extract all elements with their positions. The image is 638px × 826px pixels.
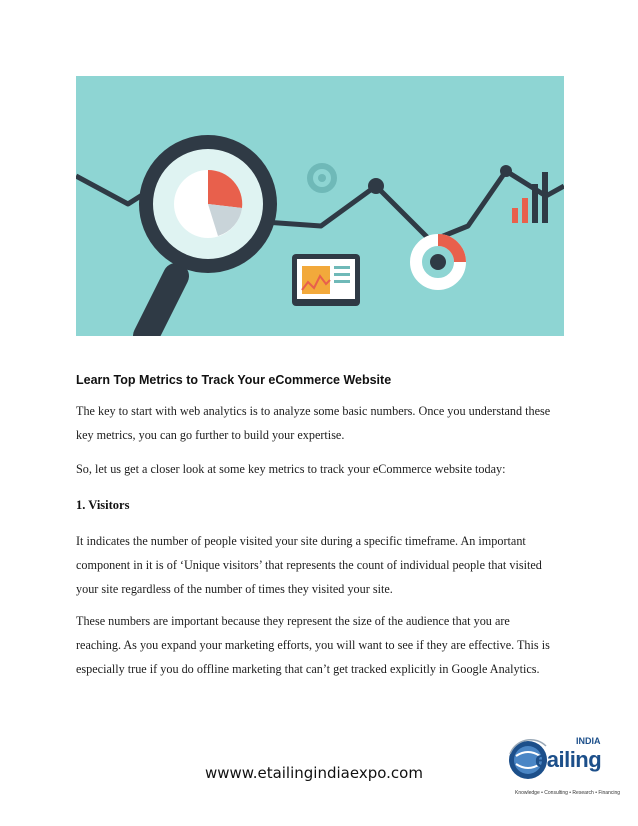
lead-paragraph: So, let us get a closer look at some key metrics to track your eCommerce website today: xyxy=(76,462,506,476)
hero-illustration xyxy=(76,76,564,336)
intro-line-1: The key to start with web analytics is to analyze some basic numbers. Once you understand these xyxy=(76,404,551,418)
footer-url[interactable]: wwww.etailingindiaexpo.com xyxy=(205,764,423,782)
gear-icon xyxy=(310,166,334,190)
section-heading-visitors: 1. Visitors xyxy=(76,498,130,512)
monitor-icon xyxy=(292,254,360,306)
logo-wordmark: eailing xyxy=(535,747,602,772)
visitors-paragraph-line-3: your site regardless of the number of times they visited your site. xyxy=(76,582,393,596)
intro-line-2: key metrics, you can go further to build your expertise. xyxy=(76,428,345,442)
article-title: Learn Top Metrics to Track Your eCommerce Website xyxy=(76,373,392,387)
audience-paragraph-line-1: These numbers are important because they represent the size of the audience that you are xyxy=(76,614,510,628)
pie-chart-icon xyxy=(174,170,242,238)
visitors-paragraph-line-1: It indicates the number of people visited your site during a specific timeframe. An important xyxy=(76,534,526,548)
donut-chart-icon xyxy=(416,240,460,284)
analytics-illustration xyxy=(76,76,564,336)
audience-paragraph-line-3: especially true if you do offline marketing that can’t get tracked explicitly in Google Analytics. xyxy=(76,662,540,676)
visitors-paragraph-line-2: component in it is of ‘Unique visitors’ that represents the count of individual people that visited xyxy=(76,558,542,572)
logo-badge: INDIA xyxy=(576,736,601,746)
logo-tagline: Knowledge • Consulting • Research • Financing xyxy=(515,790,621,796)
audience-paragraph-line-2: reaching. As you expand your marketing efforts, you will want to see if they are effective. This is xyxy=(76,638,550,652)
magnifier-icon xyxy=(146,142,270,336)
